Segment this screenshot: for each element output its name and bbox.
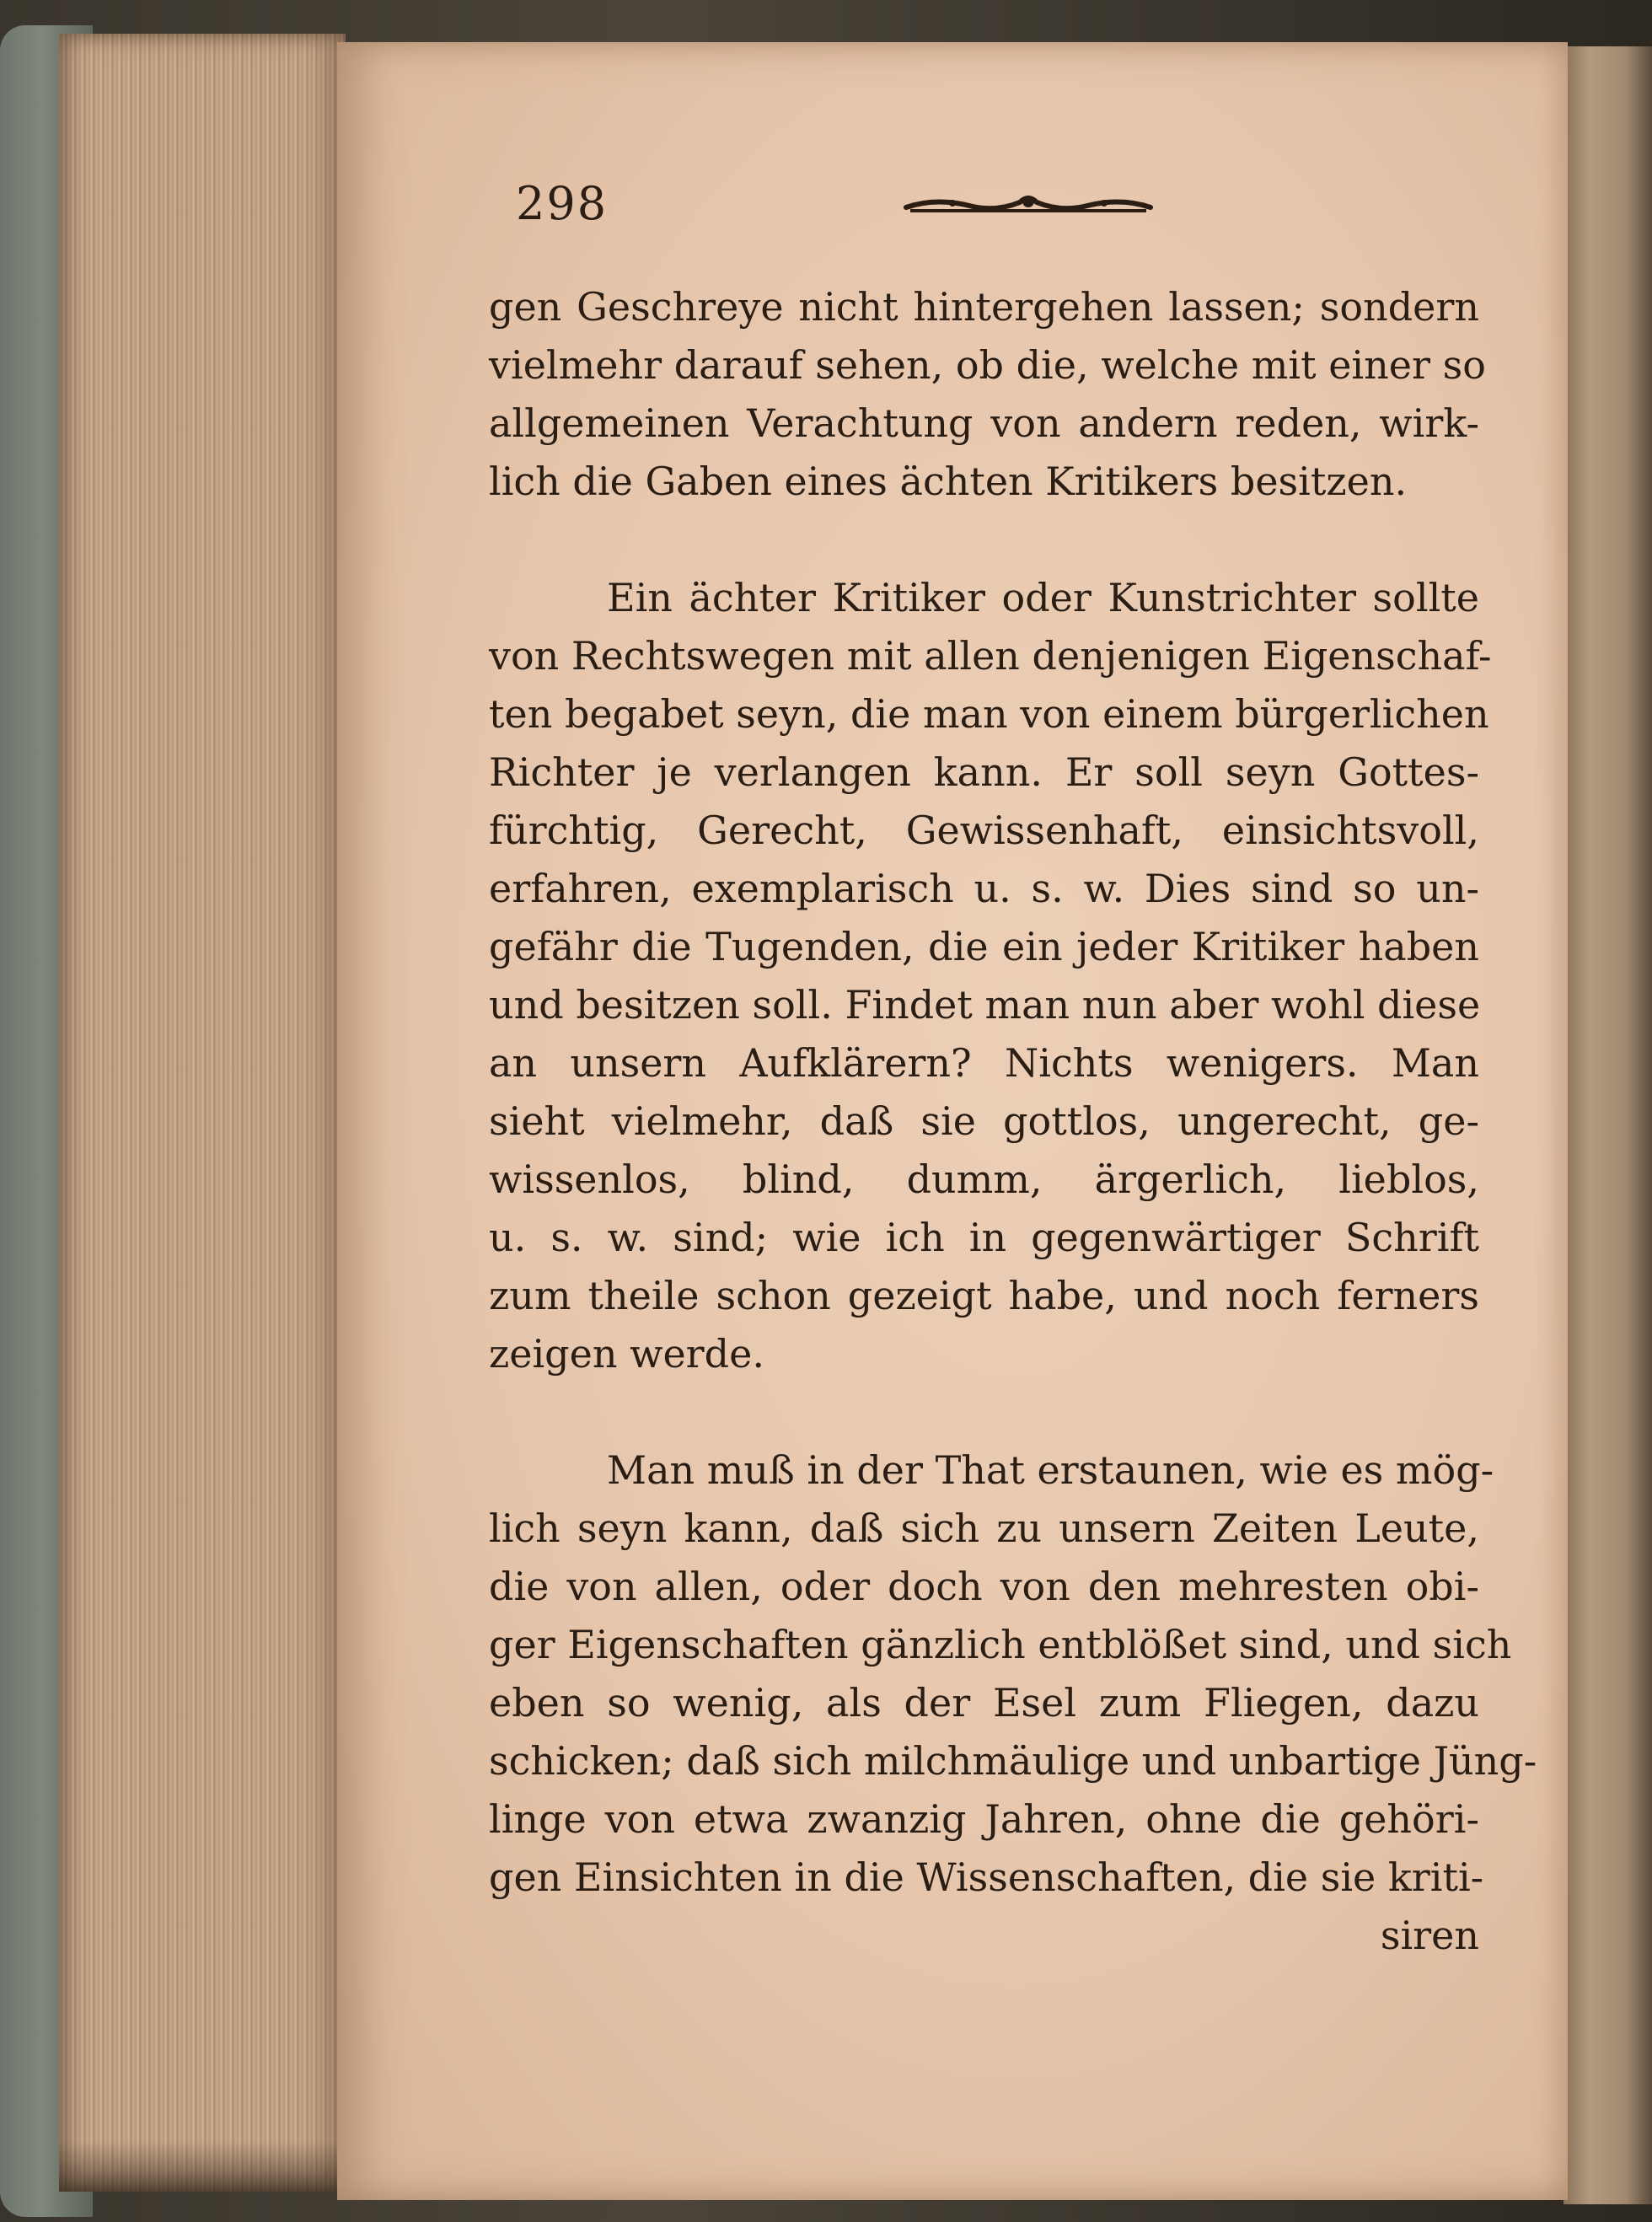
text-line: lich die Gaben eines ächten Kritikers besitzen. bbox=[489, 459, 1408, 504]
text-line: die von allen, oder doch von den mehresten obi- bbox=[489, 1564, 1479, 1609]
text-line: von Rechtswegen mit allen denjenigen Eigenschaf- bbox=[489, 633, 1492, 679]
page-edges bbox=[59, 34, 346, 2192]
ornament-rule-icon bbox=[902, 187, 1155, 221]
text-line: gen Einsichten in die Wissenschaften, die sie kriti- bbox=[489, 1854, 1484, 1900]
text-line: fürchtig, Gerecht, Gewissenhaft, einsichtsvoll, bbox=[489, 808, 1479, 853]
paragraph-3 bbox=[489, 1441, 1537, 1965]
text-line: gen Geschreye nicht hintergehen lassen; sondern bbox=[489, 284, 1479, 330]
text-line: ger Eigenschaften gänzlich entblößet sind, und sich bbox=[489, 1622, 1512, 1667]
text-line: linge von etwa zwanzig Jahren, ohne die gehöri- bbox=[489, 1796, 1479, 1842]
text-line: sieht vielmehr, daß sie gottlos, ungerecht, ge- bbox=[489, 1098, 1479, 1144]
text-line: u. s. w. sind; wie ich in gegenwärtiger Schrift bbox=[489, 1215, 1479, 1260]
text-line: schicken; daß sich milchmäulige und unbartige Jüng- bbox=[489, 1738, 1537, 1784]
catchword: siren bbox=[1380, 1913, 1479, 1958]
text-line: Man muß in der That erstaunen, wie es mög- bbox=[607, 1447, 1494, 1493]
text-line: zum theile schon gezeigt habe, und noch ferners bbox=[489, 1273, 1479, 1318]
text-line: ten begabet seyn, die man von einem bürgerlichen bbox=[489, 691, 1489, 737]
text-line: wissenlos, blind, dumm, ärgerlich, lieblos, bbox=[489, 1157, 1479, 1202]
text-line: allgemeinen Verachtung von andern reden, wirk- bbox=[489, 400, 1479, 446]
text-line: Ein ächter Kritiker oder Kunstrichter sollte bbox=[607, 575, 1479, 620]
body-text bbox=[489, 278, 1537, 1965]
facing-page-edge bbox=[1564, 46, 1652, 2204]
page-number: 298 bbox=[516, 177, 609, 230]
text-line: und besitzen soll. Findet man nun aber wohl diese bbox=[489, 982, 1481, 1028]
paragraph-2 bbox=[489, 569, 1492, 1383]
text-line: zeigen werde. bbox=[489, 1331, 764, 1377]
text-line: eben so wenig, als der Esel zum Fliegen, dazu bbox=[489, 1680, 1479, 1726]
text-line: lich seyn kann, daß sich zu unsern Zeiten Leute, bbox=[489, 1505, 1479, 1551]
text-line: Richter je verlangen kann. Er soll seyn Gottes- bbox=[489, 749, 1479, 795]
text-line: an unsern Aufklärern? Nichts wenigers. Man bbox=[489, 1040, 1479, 1086]
paragraph-1 bbox=[489, 278, 1486, 511]
text-line: vielmehr darauf sehen, ob die, welche mit einer so bbox=[489, 342, 1486, 388]
text-line: erfahren, exemplarisch u. s. w. Dies sind so un- bbox=[489, 866, 1479, 911]
text-line: gefähr die Tugenden, die ein jeder Kritiker haben bbox=[489, 924, 1479, 969]
